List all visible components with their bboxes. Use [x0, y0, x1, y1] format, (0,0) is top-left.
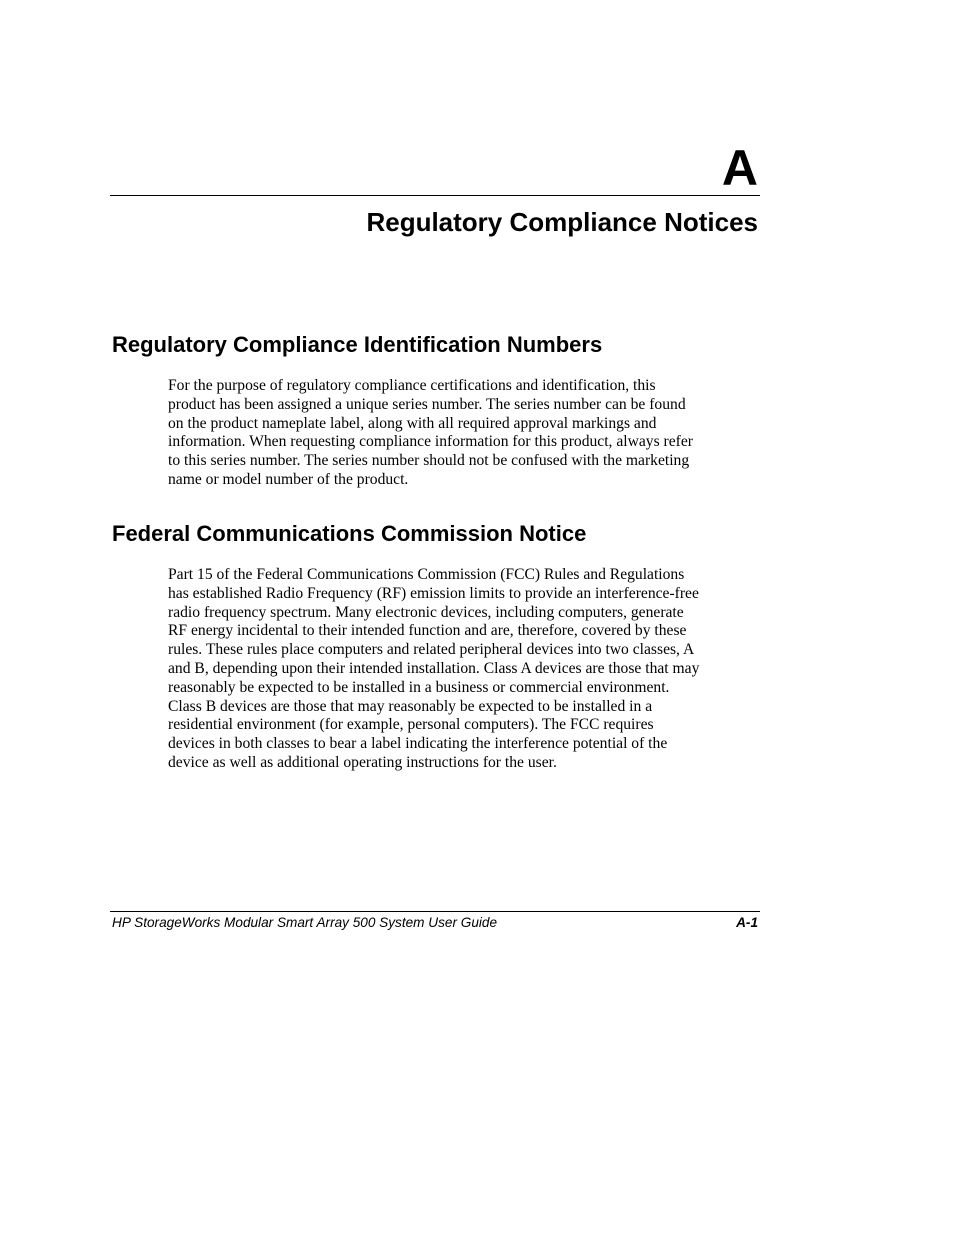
- body-line: RF energy incidental to their intended function and are, therefore, covered by these: [168, 622, 687, 640]
- body-line: For the purpose of regulatory compliance certifications and identification, this: [168, 377, 656, 394]
- body-line: product has been assigned a unique series number. The series number can be found: [168, 395, 686, 413]
- body-line: rules. These rules place computers and related peripheral devices into two classes, A: [168, 641, 695, 659]
- footer-guide-title: HP StorageWorks Modular Smart Array 500 System User Guide: [112, 915, 498, 930]
- section-body-fcc-notice: [168, 566, 762, 773]
- body-line: name or model number of the product.: [168, 470, 409, 488]
- section-body-identification-numbers: [168, 377, 762, 490]
- body-line: Part 15 of the Federal Communications Commission (FCC) Rules and Regulations: [168, 566, 685, 583]
- chapter-title: Regulatory Compliance Notices: [366, 207, 758, 237]
- chapter-divider: [110, 195, 760, 196]
- body-line: device as well as additional operating instructions for the user.: [168, 753, 557, 771]
- body-line: devices in both classes to bear a label indicating the interference potential of the: [168, 735, 668, 753]
- body-line: to this series number. The series number should not be confused with the marketing: [168, 452, 690, 470]
- body-line: on the product nameplate label, along with all required approval markings and: [168, 414, 657, 432]
- footer-divider: [110, 911, 760, 912]
- body-line: reasonably be expected to be installed in a business or commercial environment.: [168, 678, 670, 696]
- section-heading-fcc-notice: Federal Communications Commission Notice: [112, 521, 587, 546]
- body-line: and B, depending upon their intended installation. Class A devices are those that may: [168, 659, 700, 677]
- body-line: residential environment (for example, personal computers). The FCC requires: [168, 716, 654, 734]
- body-line: radio frequency spectrum. Many electronic devices, including computers, generate: [168, 603, 684, 621]
- body-line: has established Radio Frequency (RF) emission limits to provide an interference-free: [168, 584, 699, 602]
- section-heading-identification-numbers: Regulatory Compliance Identification Numbers: [112, 332, 603, 357]
- footer-page-number: A-1: [736, 915, 758, 930]
- body-line: information. When requesting compliance information for this product, always refer: [168, 433, 693, 451]
- chapter-letter: A: [721, 140, 758, 196]
- body-line: Class B devices are those that may reasonably be expected to be installed in a: [168, 697, 653, 715]
